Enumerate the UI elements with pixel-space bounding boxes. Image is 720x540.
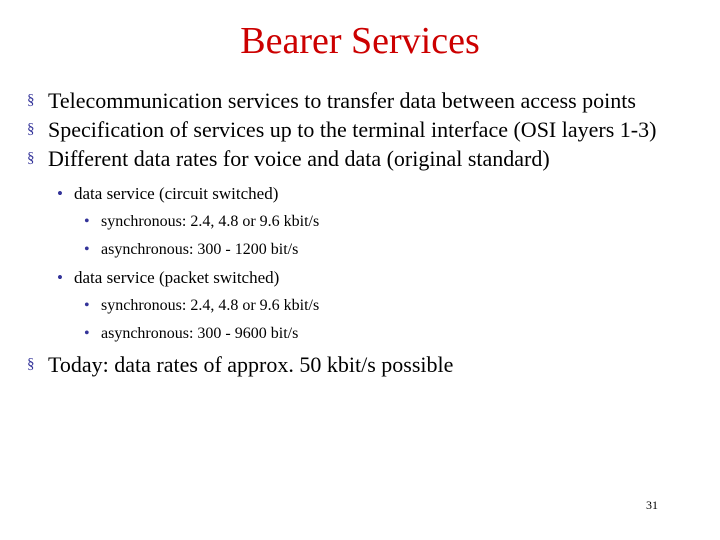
sub-sub-bullet-item (0, 320, 720, 348)
sub-bullet-text: data service (packet switched) (74, 268, 280, 287)
bullet-list (0, 86, 720, 379)
sub-sub-bullet-text: synchronous: 2.4, 4.8 or 9.6 kbit/s (101, 213, 320, 230)
dot-bullet-icon: • (84, 325, 90, 342)
sub-bullet-item (0, 180, 720, 208)
sub-bullet-text: data service (circuit switched) (74, 184, 279, 203)
sub-sub-bullet-text: asynchronous: 300 - 9600 bit/s (101, 325, 299, 342)
section-bullet-icon: § (27, 150, 35, 166)
dot-bullet-icon: • (57, 184, 63, 203)
bullet-item (0, 115, 720, 144)
sub-sub-bullet-text: asynchronous: 300 - 1200 bit/s (101, 241, 299, 258)
section-bullet-icon: § (27, 121, 35, 137)
page-number: 31 (646, 498, 658, 512)
sub-bullet-item (0, 264, 720, 292)
bullet-text: Telecommunication services to transfer data between access points (48, 88, 636, 113)
sub-sub-bullet-item (0, 208, 720, 236)
section-bullet-icon: § (27, 356, 35, 372)
bullet-text: Specification of services up to the terminal interface (OSI layers 1-3) (48, 117, 657, 142)
sub-sub-bullet-text: synchronous: 2.4, 4.8 or 9.6 kbit/s (101, 297, 320, 314)
sub-sub-bullet-item (0, 292, 720, 320)
sub-sub-bullet-item (0, 236, 720, 264)
bullet-item (0, 350, 720, 379)
section-bullet-icon: § (27, 92, 35, 108)
bullet-text: Today: data rates of approx. 50 kbit/s possible (48, 352, 454, 377)
bullet-text: Different data rates for voice and data (original standard) (48, 146, 550, 171)
dot-bullet-icon: • (57, 268, 63, 287)
dot-bullet-icon: • (84, 213, 90, 230)
bullet-item (0, 86, 720, 115)
dot-bullet-icon: • (84, 241, 90, 258)
bullet-item (0, 144, 720, 173)
dot-bullet-icon: • (84, 297, 90, 314)
slide-title: Bearer Services (240, 20, 480, 62)
